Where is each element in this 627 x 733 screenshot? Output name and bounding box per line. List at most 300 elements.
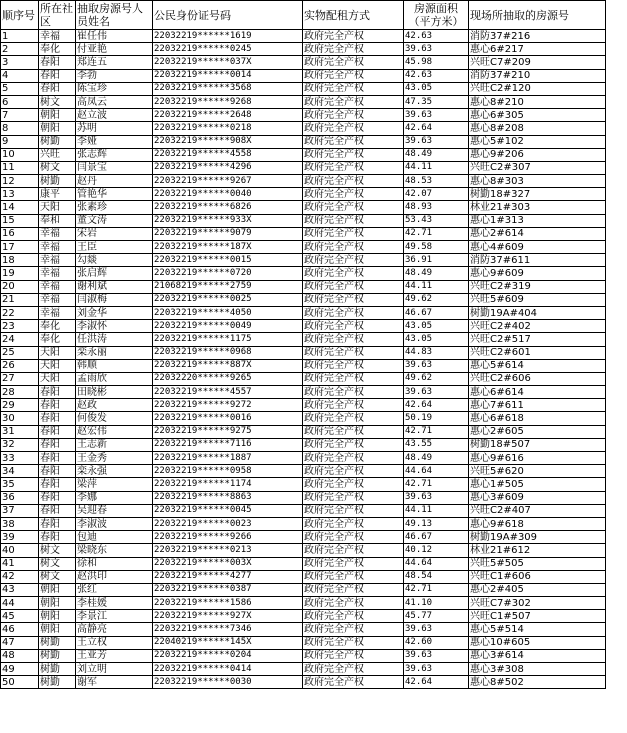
community-cell: 春阳 [39,425,76,438]
rental-method-cell: 政府完全产权 [303,320,404,333]
seq-cell: 11 [1,161,39,174]
area-cell: 48.49 [404,452,469,465]
seq-cell: 14 [1,201,39,214]
community-cell: 春阳 [39,412,76,425]
community-cell: 朝阳 [39,122,76,135]
rental-method-cell: 政府完全产权 [303,175,404,188]
rental-method-cell: 政府完全产权 [303,69,404,82]
seq-cell: 20 [1,280,39,293]
name-cell: 赵丹 [76,175,153,188]
area-cell: 43.05 [404,82,469,95]
id-number-cell: 22032219******1619 [153,30,303,43]
id-number-cell: 22032219******887X [153,359,303,372]
id-number-cell: 22032219******4558 [153,148,303,161]
seq-cell: 7 [1,109,39,122]
table-row [1,333,606,346]
area-cell: 44.64 [404,465,469,478]
area-cell: 39.63 [404,386,469,399]
id-number-cell: 22032219******2648 [153,109,303,122]
name-cell: 勾燚 [76,254,153,267]
id-number-cell: 22032219******927X [153,610,303,623]
id-number-cell: 22032219******0040 [153,188,303,201]
area-cell: 39.63 [404,623,469,636]
rental-method-cell: 政府完全产权 [303,583,404,596]
community-cell: 树勤 [39,649,76,662]
table-row [1,267,606,280]
name-cell: 王臣 [76,241,153,254]
seq-cell: 22 [1,306,39,319]
seq-cell: 27 [1,372,39,385]
house-number-cell: 兴旺C1#507 [469,610,606,623]
rental-method-cell: 政府完全产权 [303,531,404,544]
seq-cell: 5 [1,82,39,95]
house-number-cell: 惠心6#614 [469,386,606,399]
community-cell: 朝阳 [39,597,76,610]
house-number-cell: 兴旺C2#407 [469,504,606,517]
area-cell: 43.05 [404,333,469,346]
house-number-cell: 消防37#611 [469,254,606,267]
table-row [1,557,606,570]
area-cell: 39.63 [404,359,469,372]
area-cell: 36.91 [404,254,469,267]
rental-method-cell: 政府完全产权 [303,241,404,254]
rental-method-cell: 政府完全产权 [303,188,404,201]
community-cell: 春阳 [39,82,76,95]
name-cell: 董文涛 [76,214,153,227]
table-row [1,109,606,122]
area-cell: 43.55 [404,438,469,451]
area-cell: 49.58 [404,241,469,254]
community-cell: 奉化 [39,333,76,346]
table-row [1,95,606,108]
rental-method-cell: 政府完全产权 [303,570,404,583]
community-cell: 幸福 [39,227,76,240]
rental-method-cell: 政府完全产权 [303,465,404,478]
house-number-cell: 兴旺C2#319 [469,280,606,293]
header-id-number: 公民身份证号码 [153,1,303,30]
table-row [1,254,606,267]
house-number-cell: 兴旺C1#606 [469,570,606,583]
name-cell: 赵洪印 [76,570,153,583]
community-cell: 树文 [39,161,76,174]
area-cell: 47.35 [404,95,469,108]
name-cell: 张素珍 [76,201,153,214]
house-number-cell: 惠心6#305 [469,109,606,122]
id-number-cell: 22032219******037X [153,56,303,69]
id-number-cell: 22032219******0025 [153,293,303,306]
table-row [1,69,606,82]
header-row [1,1,606,30]
table-row [1,372,606,385]
community-cell: 树勤 [39,175,76,188]
area-cell: 39.63 [404,109,469,122]
community-cell: 幸福 [39,254,76,267]
id-number-cell: 22032219******1887 [153,452,303,465]
id-number-cell: 22032219******1175 [153,333,303,346]
house-number-cell: 惠心9#206 [469,148,606,161]
id-number-cell: 22032219******0049 [153,320,303,333]
seq-cell: 42 [1,570,39,583]
seq-cell: 36 [1,491,39,504]
id-number-cell: 22032219******4557 [153,386,303,399]
community-cell: 幸福 [39,241,76,254]
community-cell: 春阳 [39,531,76,544]
table-row [1,188,606,201]
rental-method-cell: 政府完全产权 [303,148,404,161]
rental-method-cell: 政府完全产权 [303,135,404,148]
id-number-cell: 22032219******0204 [153,649,303,662]
name-cell: 郑连五 [76,56,153,69]
house-number-cell: 惠心8#208 [469,122,606,135]
seq-cell: 1 [1,30,39,43]
name-cell: 梁萍 [76,478,153,491]
community-cell: 春阳 [39,386,76,399]
id-number-cell: 22032219******0387 [153,583,303,596]
seq-cell: 8 [1,122,39,135]
house-number-cell: 兴旺C7#302 [469,597,606,610]
area-cell: 48.93 [404,201,469,214]
house-number-cell: 惠心2#614 [469,227,606,240]
seq-cell: 49 [1,663,39,676]
rental-method-cell: 政府完全产权 [303,623,404,636]
id-number-cell: 22032219******0023 [153,517,303,530]
seq-cell: 41 [1,557,39,570]
table-row [1,663,606,676]
area-cell: 42.64 [404,676,469,689]
house-number-cell: 惠心5#102 [469,135,606,148]
house-number-cell: 树勤19A#404 [469,306,606,319]
house-number-cell: 兴旺C2#402 [469,320,606,333]
id-number-cell: 22032219******4277 [153,570,303,583]
name-cell: 刘金华 [76,306,153,319]
rental-method-cell: 政府完全产权 [303,254,404,267]
name-cell: 刘立明 [76,663,153,676]
seq-cell: 21 [1,293,39,306]
community-cell: 天阳 [39,372,76,385]
rental-method-cell: 政府完全产权 [303,386,404,399]
house-number-cell: 林业21#303 [469,201,606,214]
id-number-cell: 22032219******0014 [153,69,303,82]
table-row [1,544,606,557]
area-cell: 44.11 [404,161,469,174]
seq-cell: 37 [1,504,39,517]
table-row [1,386,606,399]
area-cell: 42.63 [404,69,469,82]
seq-cell: 23 [1,320,39,333]
house-number-cell: 惠心8#210 [469,95,606,108]
table-row [1,359,606,372]
table-row [1,478,606,491]
table-row [1,161,606,174]
header-seq: 顺序号 [1,1,39,30]
table-row [1,43,606,56]
name-cell: 赵立波 [76,109,153,122]
rental-method-cell: 政府完全产权 [303,359,404,372]
table-row [1,320,606,333]
table-row [1,452,606,465]
house-number-cell: 惠心1#505 [469,478,606,491]
table-row [1,517,606,530]
community-cell: 朝阳 [39,623,76,636]
house-number-cell: 树勤19A#309 [469,531,606,544]
community-cell: 春阳 [39,491,76,504]
area-cell: 46.67 [404,531,469,544]
seq-cell: 4 [1,69,39,82]
seq-cell: 18 [1,254,39,267]
name-cell: 栾永丽 [76,346,153,359]
seq-cell: 46 [1,623,39,636]
id-number-cell: 22032219******9268 [153,95,303,108]
name-cell: 包迪 [76,531,153,544]
rental-method-cell: 政府完全产权 [303,201,404,214]
area-cell: 44.83 [404,346,469,359]
id-number-cell: 22040219******145X [153,636,303,649]
area-cell: 39.63 [404,663,469,676]
rental-method-cell: 政府完全产权 [303,636,404,649]
community-cell: 朝阳 [39,109,76,122]
name-cell: 高凤云 [76,95,153,108]
id-number-cell: 22032219******0016 [153,412,303,425]
community-cell: 幸福 [39,30,76,43]
header-community: 所在社区 [39,1,76,30]
community-cell: 奉化 [39,320,76,333]
community-cell: 奉化 [39,43,76,56]
area-cell: 44.64 [404,557,469,570]
id-number-cell: 22032219******003X [153,557,303,570]
house-number-cell: 兴旺C2#307 [469,161,606,174]
table-row [1,583,606,596]
community-cell: 天阳 [39,346,76,359]
table-row [1,636,606,649]
seq-cell: 39 [1,531,39,544]
community-cell: 春阳 [39,399,76,412]
seq-cell: 19 [1,267,39,280]
seq-cell: 2 [1,43,39,56]
name-cell: 王立权 [76,636,153,649]
house-number-cell: 兴旺C2#601 [469,346,606,359]
house-number-cell: 兴旺C7#209 [469,56,606,69]
table-row [1,438,606,451]
table-row [1,570,606,583]
id-number-cell: 22032219******187X [153,241,303,254]
rental-method-cell: 政府完全产权 [303,30,404,43]
house-number-cell: 消防37#210 [469,69,606,82]
table-row [1,135,606,148]
name-cell: 王亚芳 [76,649,153,662]
house-number-cell: 惠心9#609 [469,267,606,280]
seq-cell: 45 [1,610,39,623]
area-cell: 41.10 [404,597,469,610]
table-row [1,597,606,610]
id-number-cell: 22032219******9267 [153,175,303,188]
name-cell: 管艳华 [76,188,153,201]
house-number-cell: 兴旺C2#606 [469,372,606,385]
table-row [1,30,606,43]
rental-method-cell: 政府完全产权 [303,306,404,319]
seq-cell: 31 [1,425,39,438]
id-number-cell: 22032219******9272 [153,399,303,412]
community-cell: 天阳 [39,201,76,214]
header-area: 房源面积（平方米） [404,1,469,30]
seq-cell: 15 [1,214,39,227]
table-row [1,399,606,412]
seq-cell: 40 [1,544,39,557]
rental-method-cell: 政府完全产权 [303,333,404,346]
seq-cell: 29 [1,399,39,412]
house-number-cell: 惠心1#313 [469,214,606,227]
seq-cell: 48 [1,649,39,662]
rental-method-cell: 政府完全产权 [303,504,404,517]
community-cell: 春阳 [39,438,76,451]
seq-cell: 6 [1,95,39,108]
id-number-cell: 22032219******3568 [153,82,303,95]
name-cell: 韩顺 [76,359,153,372]
name-cell: 徐和 [76,557,153,570]
community-cell: 幸福 [39,267,76,280]
community-cell: 幸福 [39,280,76,293]
community-cell: 天阳 [39,359,76,372]
community-cell: 春阳 [39,504,76,517]
table-row [1,56,606,69]
name-cell: 任洪涛 [76,333,153,346]
community-cell: 树文 [39,557,76,570]
area-cell: 49.62 [404,372,469,385]
id-number-cell: 22032219******1174 [153,478,303,491]
name-cell: 闫景宝 [76,161,153,174]
header-house-number: 现场所抽取的房源号 [469,1,606,30]
name-cell: 李娜 [76,491,153,504]
table-row [1,504,606,517]
rental-method-cell: 政府完全产权 [303,43,404,56]
name-cell: 赵宏伟 [76,425,153,438]
seq-cell: 3 [1,56,39,69]
area-cell: 39.63 [404,43,469,56]
rental-method-cell: 政府完全产权 [303,452,404,465]
rental-method-cell: 政府完全产权 [303,122,404,135]
id-number-cell: 22032219******0218 [153,122,303,135]
area-cell: 49.62 [404,293,469,306]
house-number-cell: 惠心8#303 [469,175,606,188]
community-cell: 树文 [39,95,76,108]
name-cell: 何俊发 [76,412,153,425]
area-cell: 42.71 [404,227,469,240]
name-cell: 崔任伟 [76,30,153,43]
name-cell: 谢利斌 [76,280,153,293]
table-row [1,465,606,478]
house-number-cell: 兴旺5#620 [469,465,606,478]
seq-cell: 35 [1,478,39,491]
name-cell: 张红 [76,583,153,596]
rental-method-cell: 政府完全产权 [303,161,404,174]
table-row [1,201,606,214]
name-cell: 闫淑梅 [76,293,153,306]
community-cell: 树勤 [39,135,76,148]
table-row [1,280,606,293]
community-cell: 春阳 [39,478,76,491]
rental-method-cell: 政府完全产权 [303,610,404,623]
rental-method-cell: 政府完全产权 [303,293,404,306]
id-number-cell: 22032219******0720 [153,267,303,280]
table-row [1,425,606,438]
table-row [1,214,606,227]
seq-cell: 44 [1,597,39,610]
rental-method-cell: 政府完全产权 [303,557,404,570]
rental-method-cell: 政府完全产权 [303,649,404,662]
community-cell: 康平 [39,188,76,201]
name-cell: 王金秀 [76,452,153,465]
name-cell: 付亚艳 [76,43,153,56]
rental-method-cell: 政府完全产权 [303,412,404,425]
table-row [1,293,606,306]
seq-cell: 28 [1,386,39,399]
name-cell: 李景江 [76,610,153,623]
table-row [1,122,606,135]
seq-cell: 30 [1,412,39,425]
seq-cell: 17 [1,241,39,254]
name-cell: 李勃 [76,69,153,82]
seq-cell: 16 [1,227,39,240]
seq-cell: 24 [1,333,39,346]
house-number-cell: 惠心4#609 [469,241,606,254]
community-cell: 树勤 [39,636,76,649]
house-number-cell: 惠心9#618 [469,517,606,530]
rental-method-cell: 政府完全产权 [303,95,404,108]
id-number-cell: 22032219******1586 [153,597,303,610]
id-number-cell: 22032219******0968 [153,346,303,359]
seq-cell: 47 [1,636,39,649]
seq-cell: 12 [1,175,39,188]
house-number-cell: 惠心2#605 [469,425,606,438]
seq-cell: 50 [1,676,39,689]
table-row [1,82,606,95]
seq-cell: 13 [1,188,39,201]
community-cell: 朝阳 [39,583,76,596]
area-cell: 42.63 [404,30,469,43]
table-row [1,610,606,623]
id-number-cell: 22032219******7346 [153,623,303,636]
id-number-cell: 21068219******2759 [153,280,303,293]
house-number-cell: 林业21#612 [469,544,606,557]
seq-cell: 32 [1,438,39,451]
house-number-cell: 兴旺5#609 [469,293,606,306]
house-number-cell: 树勤18#507 [469,438,606,451]
area-cell: 45.98 [404,56,469,69]
table-row [1,623,606,636]
house-number-cell: 树勤18#327 [469,188,606,201]
house-number-cell: 惠心3#614 [469,649,606,662]
rental-method-cell: 政府完全产权 [303,478,404,491]
community-cell: 幸福 [39,293,76,306]
house-number-cell: 惠心7#611 [469,399,606,412]
rental-method-cell: 政府完全产权 [303,399,404,412]
area-cell: 39.63 [404,491,469,504]
community-cell: 树勤 [39,676,76,689]
rental-method-cell: 政府完全产权 [303,676,404,689]
house-number-cell: 兴旺C2#120 [469,82,606,95]
house-number-cell: 惠心8#502 [469,676,606,689]
rental-method-cell: 政府完全产权 [303,597,404,610]
name-cell: 宋岩 [76,227,153,240]
id-number-cell: 22032219******0213 [153,544,303,557]
rental-method-cell: 政府完全产权 [303,372,404,385]
id-number-cell: 22032219******0245 [153,43,303,56]
table-row [1,227,606,240]
header-rental-method: 实物配租方式 [303,1,404,30]
name-cell: 李娅 [76,135,153,148]
id-number-cell: 22032219******908X [153,135,303,148]
house-number-cell: 惠心6#217 [469,43,606,56]
area-cell: 48.53 [404,175,469,188]
